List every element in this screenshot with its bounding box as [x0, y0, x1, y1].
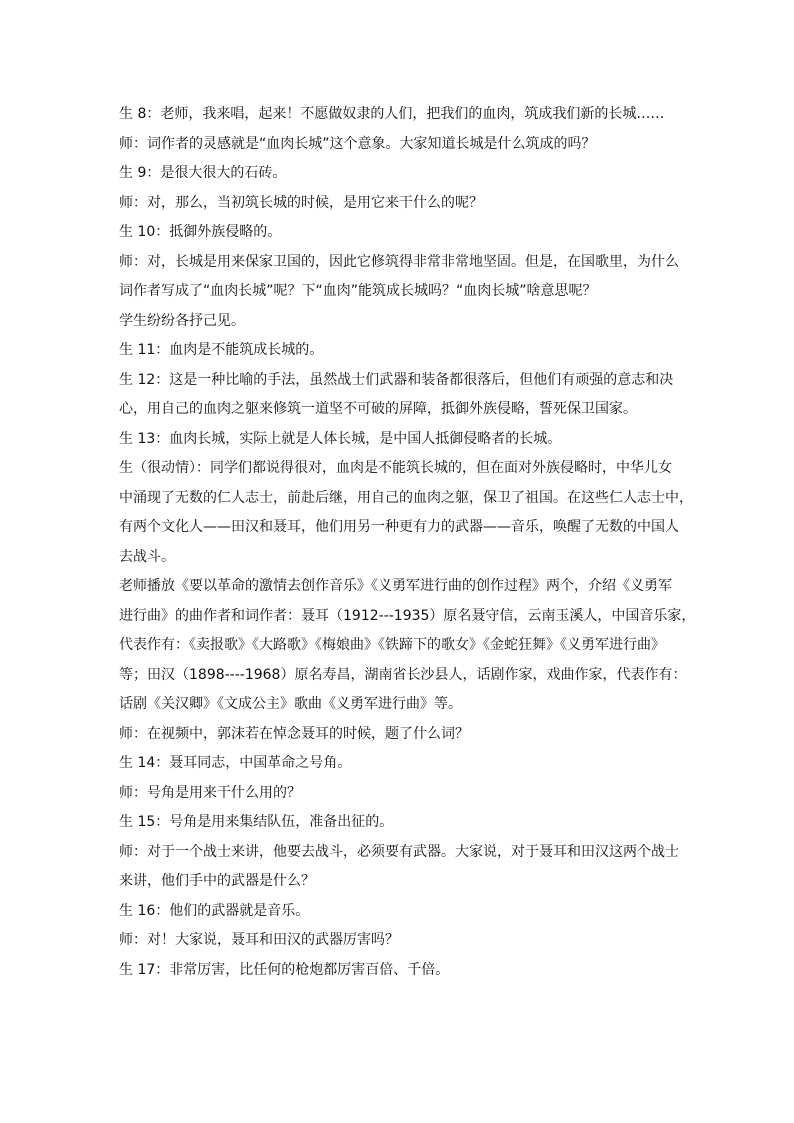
text-line: 师：对，长城是用来保家卫国的，因此它修筑得非常非常地坚固。但是，在国歌里，为什么 — [119, 253, 679, 270]
text-line: 生 14：聂耳同志，中国革命之号角。 — [119, 755, 352, 771]
paragraph — [119, 956, 679, 986]
paragraph — [119, 838, 679, 897]
paragraph — [119, 926, 679, 956]
paragraph — [119, 454, 693, 572]
paragraph — [119, 366, 679, 425]
text-line: 心，用自己的血肉之躯来修筑一道坚不可破的屏障，抵御外族侵略，誓死保卫国家。 — [119, 401, 637, 417]
text-line: 师：对于一个战士来讲，他要去战斗，必须要有武器。大家说，对于聂耳和田汉这两个战士 — [119, 843, 679, 860]
text-line: 来讲，他们手中的武器是什么？ — [119, 873, 315, 889]
text-line: 去战斗。 — [119, 548, 175, 565]
paragraph — [119, 159, 679, 189]
text-line: 生 11：血肉是不能筑成长城的。 — [119, 342, 324, 358]
text-line: 生 9：是很大很大的石砖。 — [119, 165, 287, 181]
text-line: 话剧《关汉卿》《文成公主》歌曲《义勇军进行曲》等。 — [119, 696, 462, 712]
paragraph — [119, 720, 679, 750]
paragraph — [119, 130, 679, 160]
text-line: 中涌现了无数的仁人志士，前赴后继，用自己的血肉之躯，保卫了祖国。在这些仁人志士中， — [119, 489, 693, 506]
paragraph — [119, 897, 679, 927]
paragraph — [119, 425, 679, 455]
text-line: 代表作有：《卖报歌》《大路歌》《梅娘曲》《铁蹄下的歌女》《金蛇狂舞》《义勇军进行曲》 — [119, 637, 665, 653]
paragraph — [119, 307, 679, 337]
document-page — [119, 100, 696, 985]
paragraph — [119, 336, 679, 366]
text-line: 师：号角是用来干什么用的？ — [119, 784, 301, 801]
text-line: 生（很动情）：同学们都说得很对，血肉是不能筑长城的，但在面对外族侵略时，中华儿女 — [119, 460, 672, 476]
paragraph — [119, 572, 696, 720]
text-line: 生 16：他们的武器就是音乐。 — [119, 902, 310, 919]
text-line: 生 8：老师，我来唱，起来！不愿做奴隶的人们，把我们的血肉，筑成我们新的长城…… — [119, 106, 665, 122]
text-line: 老师播放《要以革命的激情去创作音乐》《义勇军进行曲的创作过程》两个，介绍《义勇军 — [119, 578, 672, 594]
text-line: 生 13：血肉长城，实际上就是人体长城，是中国人抵御侵略者的长城。 — [119, 430, 562, 447]
text-line: 生 17：非常厉害，比任何的枪炮都厉害百倍、千倍。 — [119, 961, 450, 978]
text-line: 师：在视频中，郭沫若在悼念聂耳的时候，题了什么词？ — [119, 725, 469, 742]
text-line: 等；田汉（1898----1968）原名寿昌，湖南省长沙县人，话剧作家，戏曲作家，代表作有： — [119, 666, 687, 683]
text-line: 学生纷纷各抒己见。 — [119, 312, 245, 329]
paragraph — [119, 779, 679, 809]
text-line: 师：对！大家说，聂耳和田汉的武器厉害吗？ — [119, 932, 399, 948]
text-line: 生 10：抵御外族侵略的。 — [119, 224, 282, 240]
text-line: 有两个文化人——田汉和聂耳，他们用另一种更有力的武器——音乐，唤醒了无数的中国人 — [119, 519, 679, 535]
paragraph — [119, 808, 679, 838]
text-line: 生 12：这是一种比喻的手法，虽然战士们武器和装备都很落后，但他们有顽强的意志和决 — [119, 371, 674, 388]
paragraph — [119, 189, 679, 219]
text-line: 师：词作者的灵感就是“血肉长城”这个意象。大家知道长城是什么筑成的吗？ — [119, 135, 596, 152]
paragraph — [119, 100, 679, 130]
text-line: 词作者写成了“血肉长城”呢？下“血肉”能筑成长城吗？“血肉长城”啥意思呢？ — [119, 283, 597, 299]
text-line: 进行曲》的曲作者和词作者：聂耳（1912---1935）原名聂守信，云南玉溪人，中国音乐家， — [119, 607, 696, 624]
text-line: 生 15：号角是用来集结队伍，准备出征的。 — [119, 814, 394, 830]
paragraph — [119, 248, 679, 307]
paragraph — [119, 218, 679, 248]
text-line: 师：对，那么，当初筑长城的时候，是用它来干什么的呢？ — [119, 194, 483, 211]
paragraph — [119, 749, 679, 779]
